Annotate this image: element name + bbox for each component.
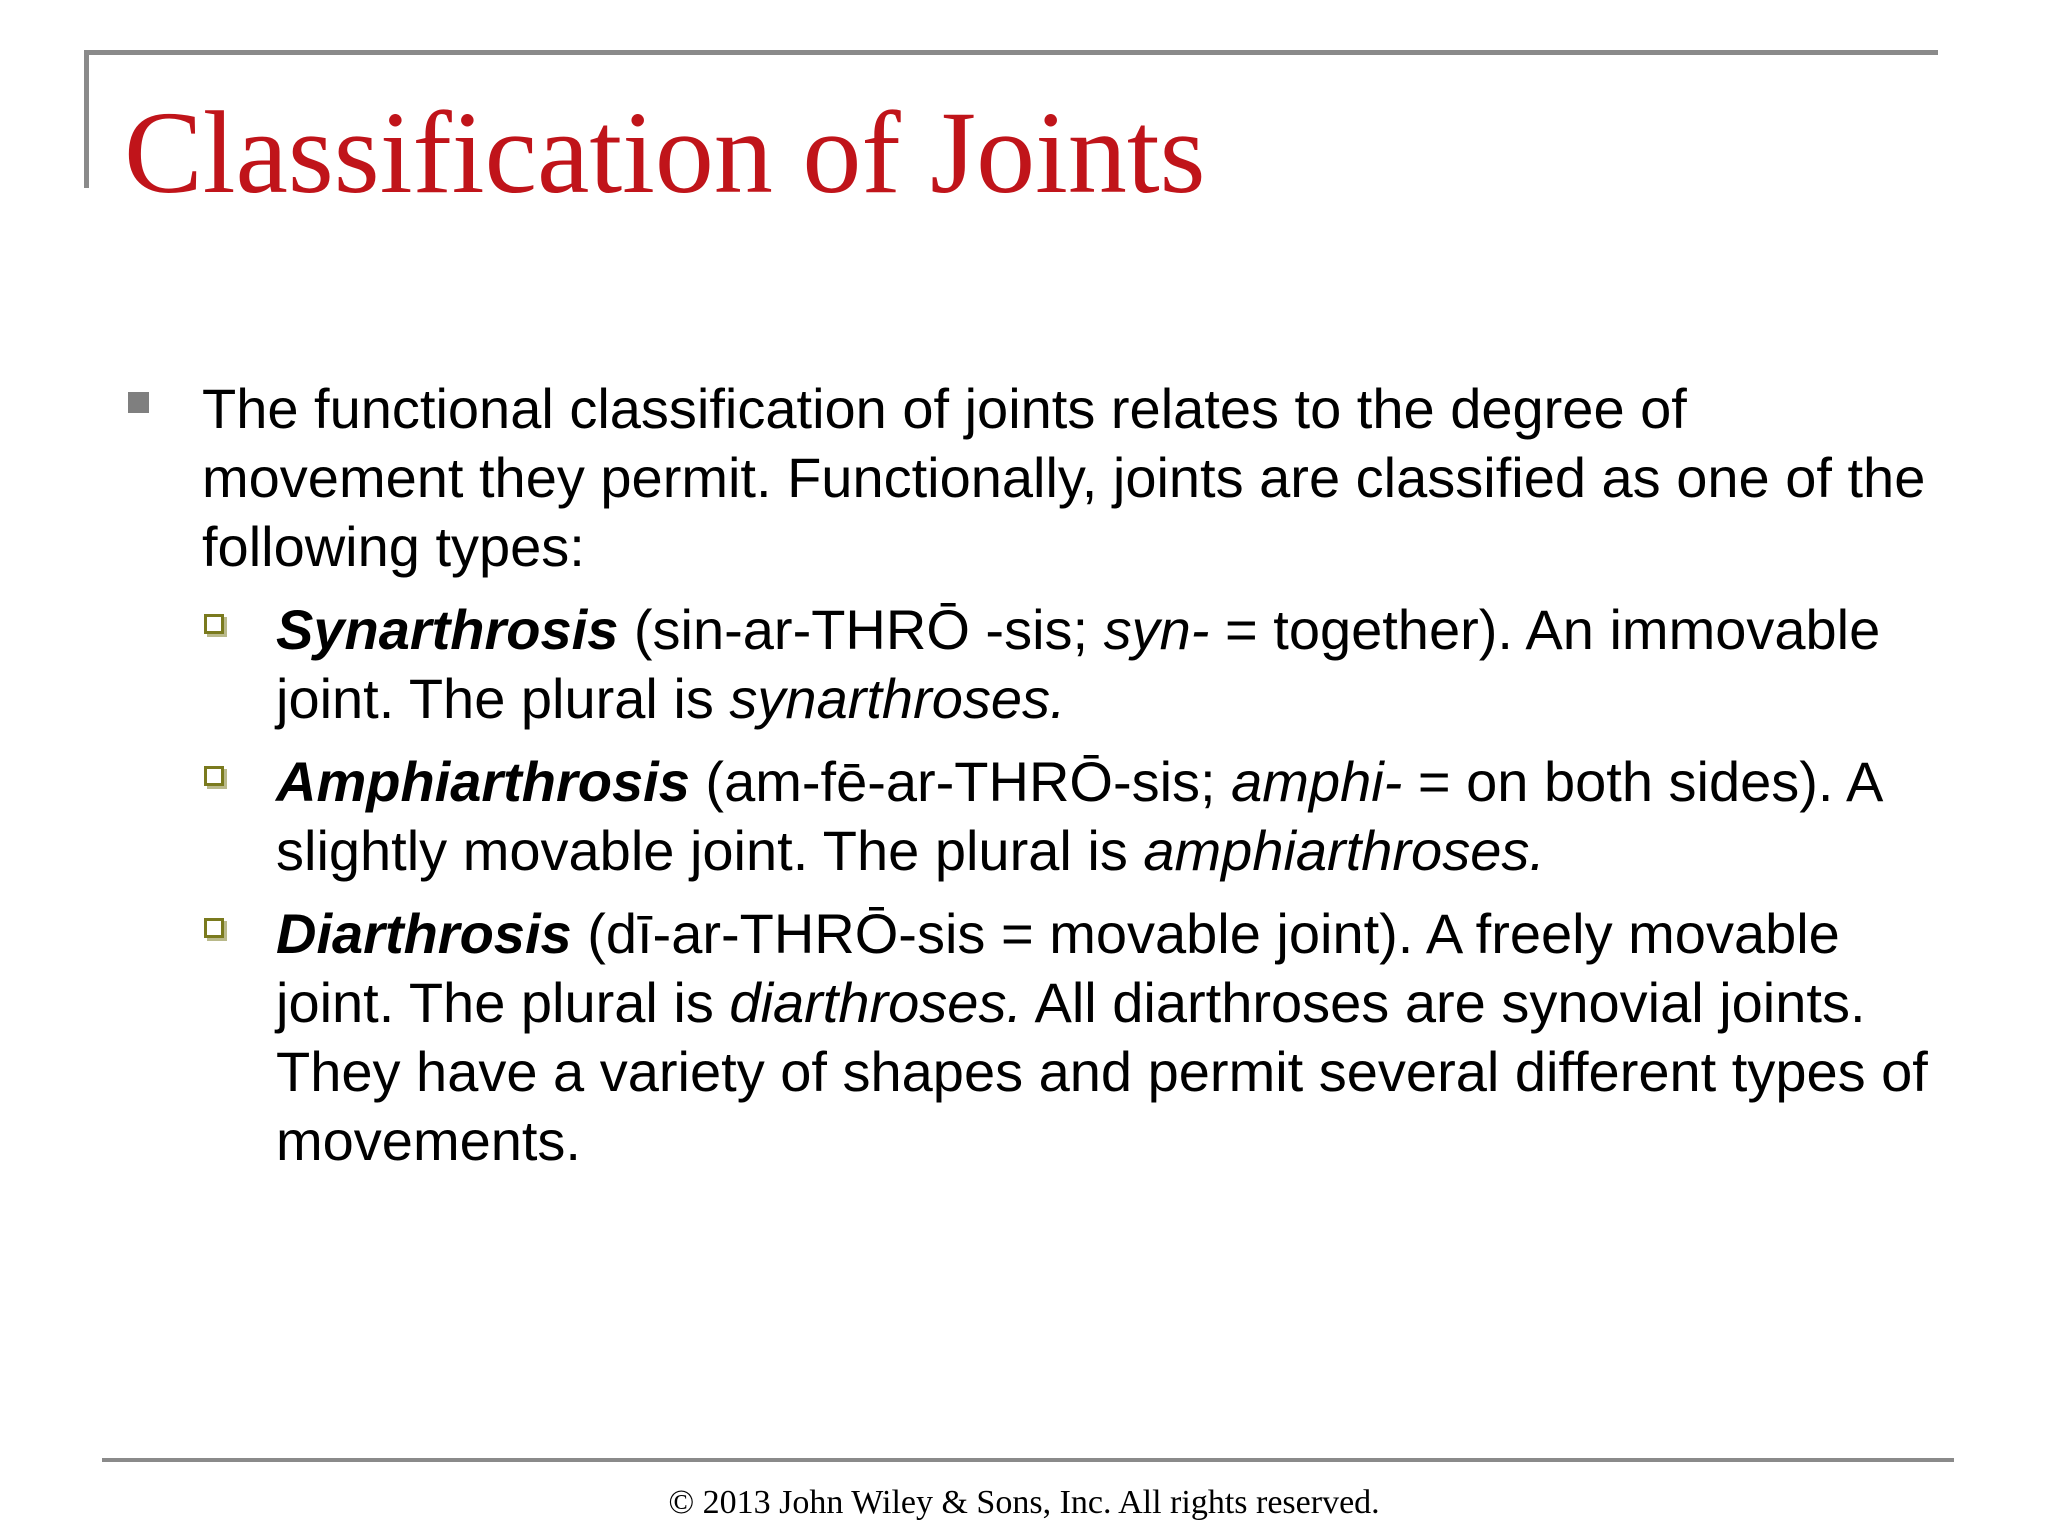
left-rule [84,50,89,188]
extra-text: All diarthroses are synovial joints. They have a variety of shapes and permit several different types of movements. [276,971,1928,1172]
joint-type-synarthrosis [128,595,1938,733]
term: Synarthrosis [276,598,619,661]
prefix: syn- [1103,598,1210,661]
pronunciation: (sin-ar-THRŌ -sis; [618,598,1104,661]
top-rule [86,50,1938,55]
pronunciation: (dī-ar-THRŌ-sis = movable joint). A freely movable joint. The plural is [276,902,1840,1034]
joint-type-diarthrosis [128,899,1938,1175]
slide-title: Classification of Joints [124,87,1206,218]
term: Diarthrosis [276,902,572,965]
prefix: amphi- [1231,750,1403,813]
slide-body [128,374,1938,1189]
square-bullet-icon [128,392,149,413]
pronunciation: (am-fē-ar-THRŌ-sis; [689,750,1232,813]
bottom-rule [102,1458,1954,1462]
intro-text: The functional classification of joints relates to the degree of movement they permit. Functionally, joints are classified as one of the following types: [202,377,1926,578]
plural-term: synarthroses. [729,667,1066,730]
hollow-square-bullet-icon [204,614,224,634]
term: Amphiarthrosis [276,750,690,813]
hollow-square-bullet-icon [204,918,224,938]
joint-types-list [128,595,1938,1175]
joint-type-amphiarthrosis [128,747,1938,885]
definition: = together). An immovable joint. The plural is [276,598,1881,730]
hollow-square-bullet-icon [204,766,224,786]
plural-term: diarthroses. [729,971,1022,1034]
definition: = on both sides). A slightly movable joint. The plural is [276,750,1881,882]
copyright-footer: © 2013 John Wiley & Sons, Inc. All rights reserved. [668,1484,1380,1521]
plural-term: amphiarthroses. [1143,819,1545,882]
main-bullet-item [128,374,1938,581]
